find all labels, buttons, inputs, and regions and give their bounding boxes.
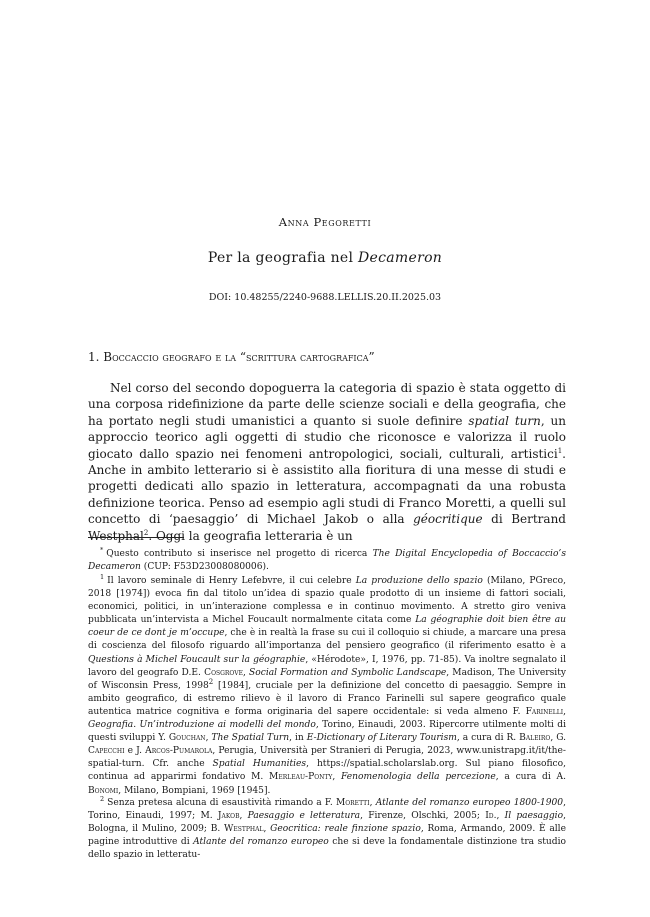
footnote-text: Il lavoro seminale di Henry Lefebvre, il cui celebre	[107, 576, 356, 586]
footnote-italic: La géographie doit bien être au coeur de ce dont je m’occupe	[88, 615, 566, 639]
author-name: Anna Pegoretti	[278, 215, 372, 229]
footnote-mark: 2	[100, 794, 105, 803]
body-italic: spatial turn	[468, 413, 541, 428]
footnote-italic: Geografia. Un’introduzione ai modelli del mondo	[88, 720, 316, 731]
footnote-text: [1984], cruciale per la definizione del concetto di paesaggio. Sempre in ambito geografico, di estremo rilievo è il lavoro di Franco Farinelli sul sapere geografico quale autentica matrice cognitiva e forma originaria del sapere occidentale: si veda almeno F.	[88, 680, 566, 717]
footnote-italic: Fenomenologia della percezione	[340, 772, 496, 783]
footnote-text: che si deve la fondamentale distinzione tra studio dello spazio in letteratu-	[88, 837, 566, 861]
footnote-text: , Torino, Einaudi, 1997; M.	[88, 798, 566, 822]
footnote-text: (CUP: F53D23008080006).	[140, 562, 269, 573]
footnote-ref-2[interactable]: 2	[143, 528, 149, 537]
footnote-italic: Paesaggio e letteratura	[247, 811, 361, 822]
footnote-text: Questo contributo si inserisce nel progetto di ricerca	[106, 549, 373, 559]
footnote-mark: *	[100, 545, 104, 554]
footnote-italic: Atlante del romanzo europeo 1800-1900	[375, 798, 564, 808]
footnote-author: Cosgrove	[204, 667, 243, 678]
footnote-italic: Spatial Humanities	[212, 759, 307, 770]
footnote-text: , Firenze, Olschki, 2005;	[360, 811, 486, 822]
body-text: . Oggi la geografia letteraria è un	[148, 528, 353, 543]
footnote-text: , Bologna, il Mulino, 2009; B.	[88, 811, 566, 835]
body-text: di Bertrand Westphal	[88, 512, 566, 543]
footnote-text: , che è in realtà la frase su cui il colloquio si chiude, a marcare una presa di coscienza del filosofo riguardo all’importanza del pensiero geografico (il riferimento esatto è a	[88, 628, 566, 652]
footnote-italic: E-Dictionary of Literary Tourism	[306, 733, 457, 744]
footnote-text: ,	[205, 733, 212, 744]
body-text: Nel corso del secondo dopoguerra la categoria di spazio è stata oggetto di una corposa ridefinizione da parte delle scienze sociali e della geografia, che ha portato negli studi umanistici a quanto si suole definire	[88, 381, 566, 428]
footnote-text: ,	[242, 667, 250, 678]
footnote-ref-1[interactable]: 1	[557, 446, 563, 455]
section-heading: 1. Boccaccio geografo e la “scrittura cartografica”	[88, 350, 375, 364]
footnote-2	[88, 794, 566, 862]
article-title	[0, 250, 650, 266]
footnote-1	[88, 572, 567, 798]
footnote-text: ,	[239, 811, 248, 822]
footnote-text: , Roma, Armando, 2009. È alle pagine introduttive di	[88, 824, 566, 848]
footnote-author: Baleiro	[519, 733, 551, 744]
footnote-star	[88, 545, 566, 574]
footnote-author: Jakob	[217, 811, 240, 822]
body-paragraph	[88, 380, 566, 544]
footnote-text: , https://spatial.scholarslab.org. Sul piano filosofico, continua ad apparirmi fondativo M.	[88, 759, 566, 783]
body-text: . Anche in ambito letterario si è assistito alla fioritura di una messe di studi e progetti dedicati allo spazio in letteratura, accompagnati da una robusta definizione teorica. Penso ad esempio agli studi di Franco Moretti, a quelli sul concetto di ‘paesaggio’ di Michael Jakob o alla	[88, 446, 566, 527]
footnote-text: , in	[289, 733, 307, 744]
footnote-text: ,	[263, 824, 271, 835]
footnote-author: Merleau-Ponty	[269, 772, 333, 783]
doi: DOI: 10.48255/2240-9688.LELLIS.20.II.2025.03	[208, 292, 442, 303]
footnote-author: Arcos-Pumarola	[145, 746, 213, 757]
footnote-italic: The Digital Encyclopedia of Boccaccio’s Decameron	[88, 549, 566, 573]
body-text: , un approccio teorico agli oggetti di studio che riconosce e valorizza il ruolo giocato dallo spazio nei fenomeni antropologici, sociali, culturali, artistici	[88, 413, 566, 461]
footnote-author: Gouchan	[168, 733, 206, 744]
footnote-text: , Madison, The University of Wisconsin Press, 1998	[88, 667, 566, 691]
footnote-mark: 1	[100, 572, 105, 581]
footnote-text: ,	[369, 798, 376, 808]
footnote-text: , a cura di A.	[495, 772, 566, 783]
footnote-author: Capecchi	[88, 746, 125, 757]
footnote-text: , Perugia, Università per Stranieri di Perugia, 2023, www.unistrapg.it/it/the-spatial-turn. Cfr. anche	[88, 746, 566, 770]
footnote-text: , a cura di R.	[456, 733, 520, 744]
footnote-text: , Torino, Einaudi, 2003. Ripercorre utilmente molti di questi sviluppi Y.	[88, 720, 566, 744]
footnote-author: Id.	[485, 811, 497, 822]
footnote-text: ,	[563, 706, 566, 717]
footnote-author: Farinelli	[525, 706, 564, 717]
footnote-author: Bonomi	[88, 785, 119, 796]
footnote-text: Senza pretesa alcuna di esaustività rimando a F.	[107, 798, 336, 808]
footnote-text: , G.	[550, 733, 567, 744]
body-italic: géocritique	[413, 512, 483, 527]
footnote-text: e J.	[124, 746, 146, 757]
footnote-separator	[88, 537, 184, 538]
footnote-italic: Geocritica: reale finzione spazio	[270, 824, 421, 835]
footnote-text: , Milano, Bompiani, 1969 [1945].	[118, 785, 271, 796]
footnote-author: Moretti	[335, 798, 370, 808]
title-italic: Decameron	[358, 250, 443, 266]
footnote-italic: The Spatial Turn	[211, 733, 290, 744]
footnote-superscript: 2	[208, 677, 214, 686]
footnote-text: ,	[332, 772, 341, 783]
footnote-italic: Questions à Michel Foucault sur la géographie	[88, 654, 306, 665]
footnote-text: , «Hérodote», I, 1976, pp. 71-85). Va inoltre segnalato il lavoro del geografo D.E.	[88, 654, 566, 678]
title-prefix: Per la geografia nel	[207, 250, 359, 266]
footnote-italic: Il paesaggio	[504, 811, 564, 822]
footnote-author: Westphal	[224, 824, 264, 835]
footnote-text: (Milano, PGreco, 2018 [1974]) evoca fin dal titolo un’idea di spazio quale prodotto di un insieme di fattori sociali, economici, politici, in un’interazione complessa e in continuo movimento. A stretto giro veniva pubblicata un’intervista a Michel Foucault normalmente citata come	[88, 576, 566, 626]
footnote-text: ,	[496, 811, 505, 822]
footnote-italic: La produzione dello spazio	[355, 576, 483, 586]
footnote-italic: Atlante del romanzo europeo	[193, 837, 329, 848]
footnote-italic: Social Formation and Symbolic Landscape	[249, 667, 447, 678]
